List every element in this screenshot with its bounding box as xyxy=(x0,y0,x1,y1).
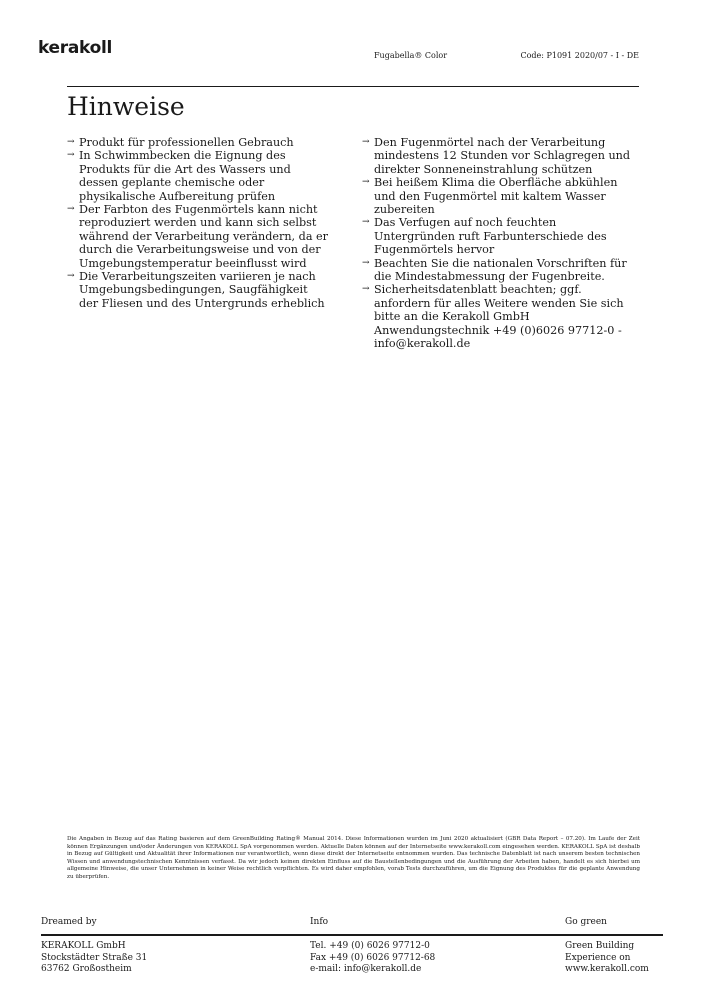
note-item: → Beachten Sie die nationalen Vorschriften für die Mindestabmessung der Fugenbreite. xyxy=(362,256,627,284)
note-item: → Den Fugenmörtel nach der Verarbeitung mindestens 12 Stunden vor Schlagregen und direkter Sonneneinstrahlung schützen xyxy=(362,136,631,176)
footer-line: 63762 Großostheim xyxy=(41,964,132,975)
notes-left-column xyxy=(67,136,329,310)
brand-logo: kerakoll xyxy=(38,38,113,58)
arrow-right-icon: → xyxy=(362,217,370,228)
document-code: Code: P1091 2020/07 - I - DE xyxy=(520,51,639,60)
note-item: → Die Verarbeitungszeiten variieren je nach Umgebungsbedingungen, Saugfähigkeit der Fliesen und des Untergrunds erheblich xyxy=(67,270,325,310)
product-name: Fugabella® Color xyxy=(374,51,448,60)
arrow-right-icon: → xyxy=(362,137,370,147)
arrow-right-icon: → xyxy=(67,137,75,147)
header-divider xyxy=(67,86,639,87)
footer-contact-info xyxy=(310,941,435,976)
footer-green-building xyxy=(565,941,649,976)
arrow-right-icon: → xyxy=(67,271,75,282)
footer-line: Experience on xyxy=(565,952,631,963)
note-item: → Sicherheitsdatenblatt beachten; ggf. anfordern für alles Weitere wenden Sie sich bitte an die Kerakoll GmbH Anwendungstechnik +49 (0)6026 97712-0 - info@kerakoll.de xyxy=(362,283,624,351)
note-item: → Der Farbton des Fugenmörtels kann nicht reproduziert werden und kann sich selbst während der Verarbeitung verändern, da er durch die Verarbeitungsweise und von der Umgebungstemperatur beeinflusst wird xyxy=(67,203,329,270)
footer-line: Green Building xyxy=(565,941,635,951)
footer-divider xyxy=(41,934,663,936)
notes-right-column xyxy=(362,136,640,351)
arrow-right-icon: → xyxy=(362,257,370,268)
page-title: Hinweise xyxy=(67,92,185,121)
note-item: → Das Verfugen auf noch feuchten Untergründen ruft Farbunterschiede des Fugenmörtels hervor xyxy=(362,216,607,257)
disclaimer-text: Die Angaben in Bezug auf das Rating basieren auf dem GreenBuilding Rating® Manual 2014. Diese Informationen wurden im Juni 2020 aktualisiert (GBR Data Report – 07.20). Im Laufe der Zeit können Ergänzungen und/oder Änderungen von KERAKOLL SpA vorgenommen werden. Aktuelle Daten können auf der Internetseite www.kerakoll.com eingesehen werden. KERAKOLL SpA ist deshalb in Bezug auf Gültigkeit und Aktualität ihrer Informationen nur verantwortlich, wenn diese direkt der Internetseite entnommen wurden. Das technische Datenblatt ist nach unserem besten technischen Wissen und anwendungstechnischen Kenntnissen verfasst. Da wir jedoch keinen direkten Einfluss auf die Baustellenbedingungen und die Ausführung der Arbeiten haben, handelt es sich hierbei um allgemeine Hinweise, die unser Unternehmen in keiner Weise rechtlich verpflichten. Es wird daher empfohlen, vorab Tests durchzuführen, um die Eignung des Produktes für die geplante Anwendung zu überprüfen. xyxy=(67,836,640,880)
note-item: → Bei heißem Klima die Oberfläche abkühlen und den Fugenmörtel mit kaltem Wasser zubereiten xyxy=(362,176,618,217)
footer-line: KERAKOLL GmbH xyxy=(41,941,126,951)
footer-line: www.kerakoll.com xyxy=(565,964,649,975)
footer-label-dreamed-by: Dreamed by xyxy=(41,917,97,927)
footer-label-info: Info xyxy=(310,917,329,927)
arrow-right-icon: → xyxy=(362,177,370,188)
arrow-right-icon: → xyxy=(67,204,75,215)
footer-label-go-green: Go green xyxy=(565,917,607,927)
footer-line: Fax +49 (0) 6026 97712-68 xyxy=(310,952,436,963)
note-item: → Produkt für professionellen Gebrauch xyxy=(67,136,294,149)
footer-line: Stockstädter Straße 31 xyxy=(41,952,148,963)
arrow-right-icon: → xyxy=(362,284,370,295)
note-item: → In Schwimmbecken die Eignung des Produkts für die Art des Wassers und dessen geplante chemische oder physikalische Aufbereitung prüfen xyxy=(67,149,291,203)
footer-line: Tel. +49 (0) 6026 97712-0 xyxy=(310,941,430,951)
footer-company-address xyxy=(41,941,147,976)
footer-line: e-mail: info@kerakoll.de xyxy=(310,964,422,975)
arrow-right-icon: → xyxy=(67,150,75,161)
